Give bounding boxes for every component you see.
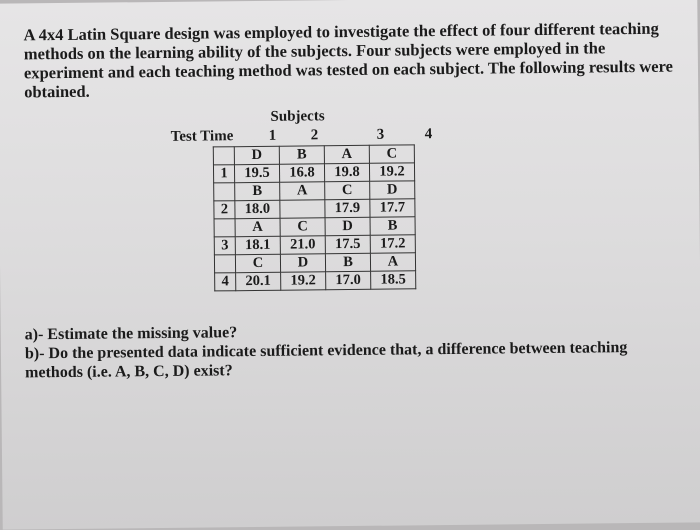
- treatment-letter: C: [325, 181, 370, 199]
- table-row: [214, 253, 415, 273]
- problem-line: obtained.: [24, 81, 90, 102]
- row-label-blank: [214, 219, 235, 237]
- problem-statement: [23, 19, 674, 102]
- row-label: 4: [215, 273, 236, 291]
- treatment-letter: C: [280, 218, 325, 236]
- response-value: 17.7: [370, 199, 415, 217]
- response-value: 17.0: [326, 271, 371, 289]
- row-label: 1: [213, 165, 234, 183]
- table-row: [214, 199, 415, 219]
- row-label-blank: [214, 183, 235, 201]
- response-value: 18.5: [371, 271, 416, 289]
- question-b-line: methods (i.e. A, B, C, D) exist?: [25, 362, 233, 382]
- row-label-blank: [214, 255, 235, 273]
- table-row: [215, 271, 416, 291]
- response-value: 19.5: [234, 164, 279, 182]
- subjects-label: Subjects: [270, 108, 325, 125]
- problem-line: A 4x4 Latin Square design was employed to investigate the effect of four different teaching: [23, 18, 659, 45]
- response-value: 21.0: [280, 236, 325, 254]
- response-value: 18.0: [235, 200, 280, 218]
- treatment-letter: C: [369, 145, 414, 163]
- response-value: 17.2: [370, 235, 415, 253]
- response-value: 20.1: [236, 272, 281, 290]
- treatment-letter: D: [234, 146, 279, 164]
- response-value: 17.9: [325, 199, 370, 217]
- treatment-letter: C: [235, 254, 280, 272]
- table-row: [214, 235, 415, 255]
- row-label: 2: [214, 201, 235, 219]
- response-value: 19.8: [324, 163, 369, 181]
- table-row: [213, 163, 414, 183]
- table-row: [213, 145, 414, 165]
- treatment-letter: D: [325, 217, 370, 235]
- treatment-letter: B: [235, 182, 280, 200]
- response-value: 17.5: [325, 235, 370, 253]
- response-value: 19.2: [369, 163, 414, 181]
- treatment-letter: A: [235, 218, 280, 236]
- treatment-letter: D: [370, 181, 415, 199]
- row-label-blank: [213, 147, 234, 165]
- question-b-line: b)- Do the presented data indicate sufficient evidence that, a difference between teaching: [24, 339, 628, 363]
- response-value: 18.1: [235, 236, 280, 254]
- treatment-letter: B: [370, 217, 415, 235]
- questions-block: [25, 318, 686, 382]
- column-header: 2: [310, 127, 319, 144]
- problem-line: experiment and each teaching method was tested on each subject. The following results were: [23, 56, 674, 83]
- column-header: 1: [268, 127, 277, 144]
- treatment-letter: B: [279, 146, 324, 164]
- test-time-label: Test Time: [170, 128, 234, 145]
- column-header: 3: [376, 126, 385, 143]
- treatment-letter: A: [280, 182, 325, 200]
- latin-square-table: [213, 144, 417, 291]
- treatment-letter: B: [325, 253, 370, 271]
- treatment-letter: A: [370, 253, 415, 271]
- table-row: [214, 181, 415, 201]
- problem-line: methods on the learning ability of the subjects. Four subjects were employed in the: [23, 38, 606, 64]
- treatment-letter: D: [280, 254, 325, 272]
- treatment-letter: A: [324, 145, 369, 163]
- missing-value: [280, 200, 325, 218]
- row-label: 3: [214, 237, 235, 255]
- response-value: 16.8: [279, 164, 324, 182]
- table-row: [214, 217, 415, 237]
- question-a: a)- Estimate the missing value?: [24, 324, 238, 344]
- column-header: 4: [424, 126, 433, 143]
- response-value: 19.2: [281, 272, 326, 290]
